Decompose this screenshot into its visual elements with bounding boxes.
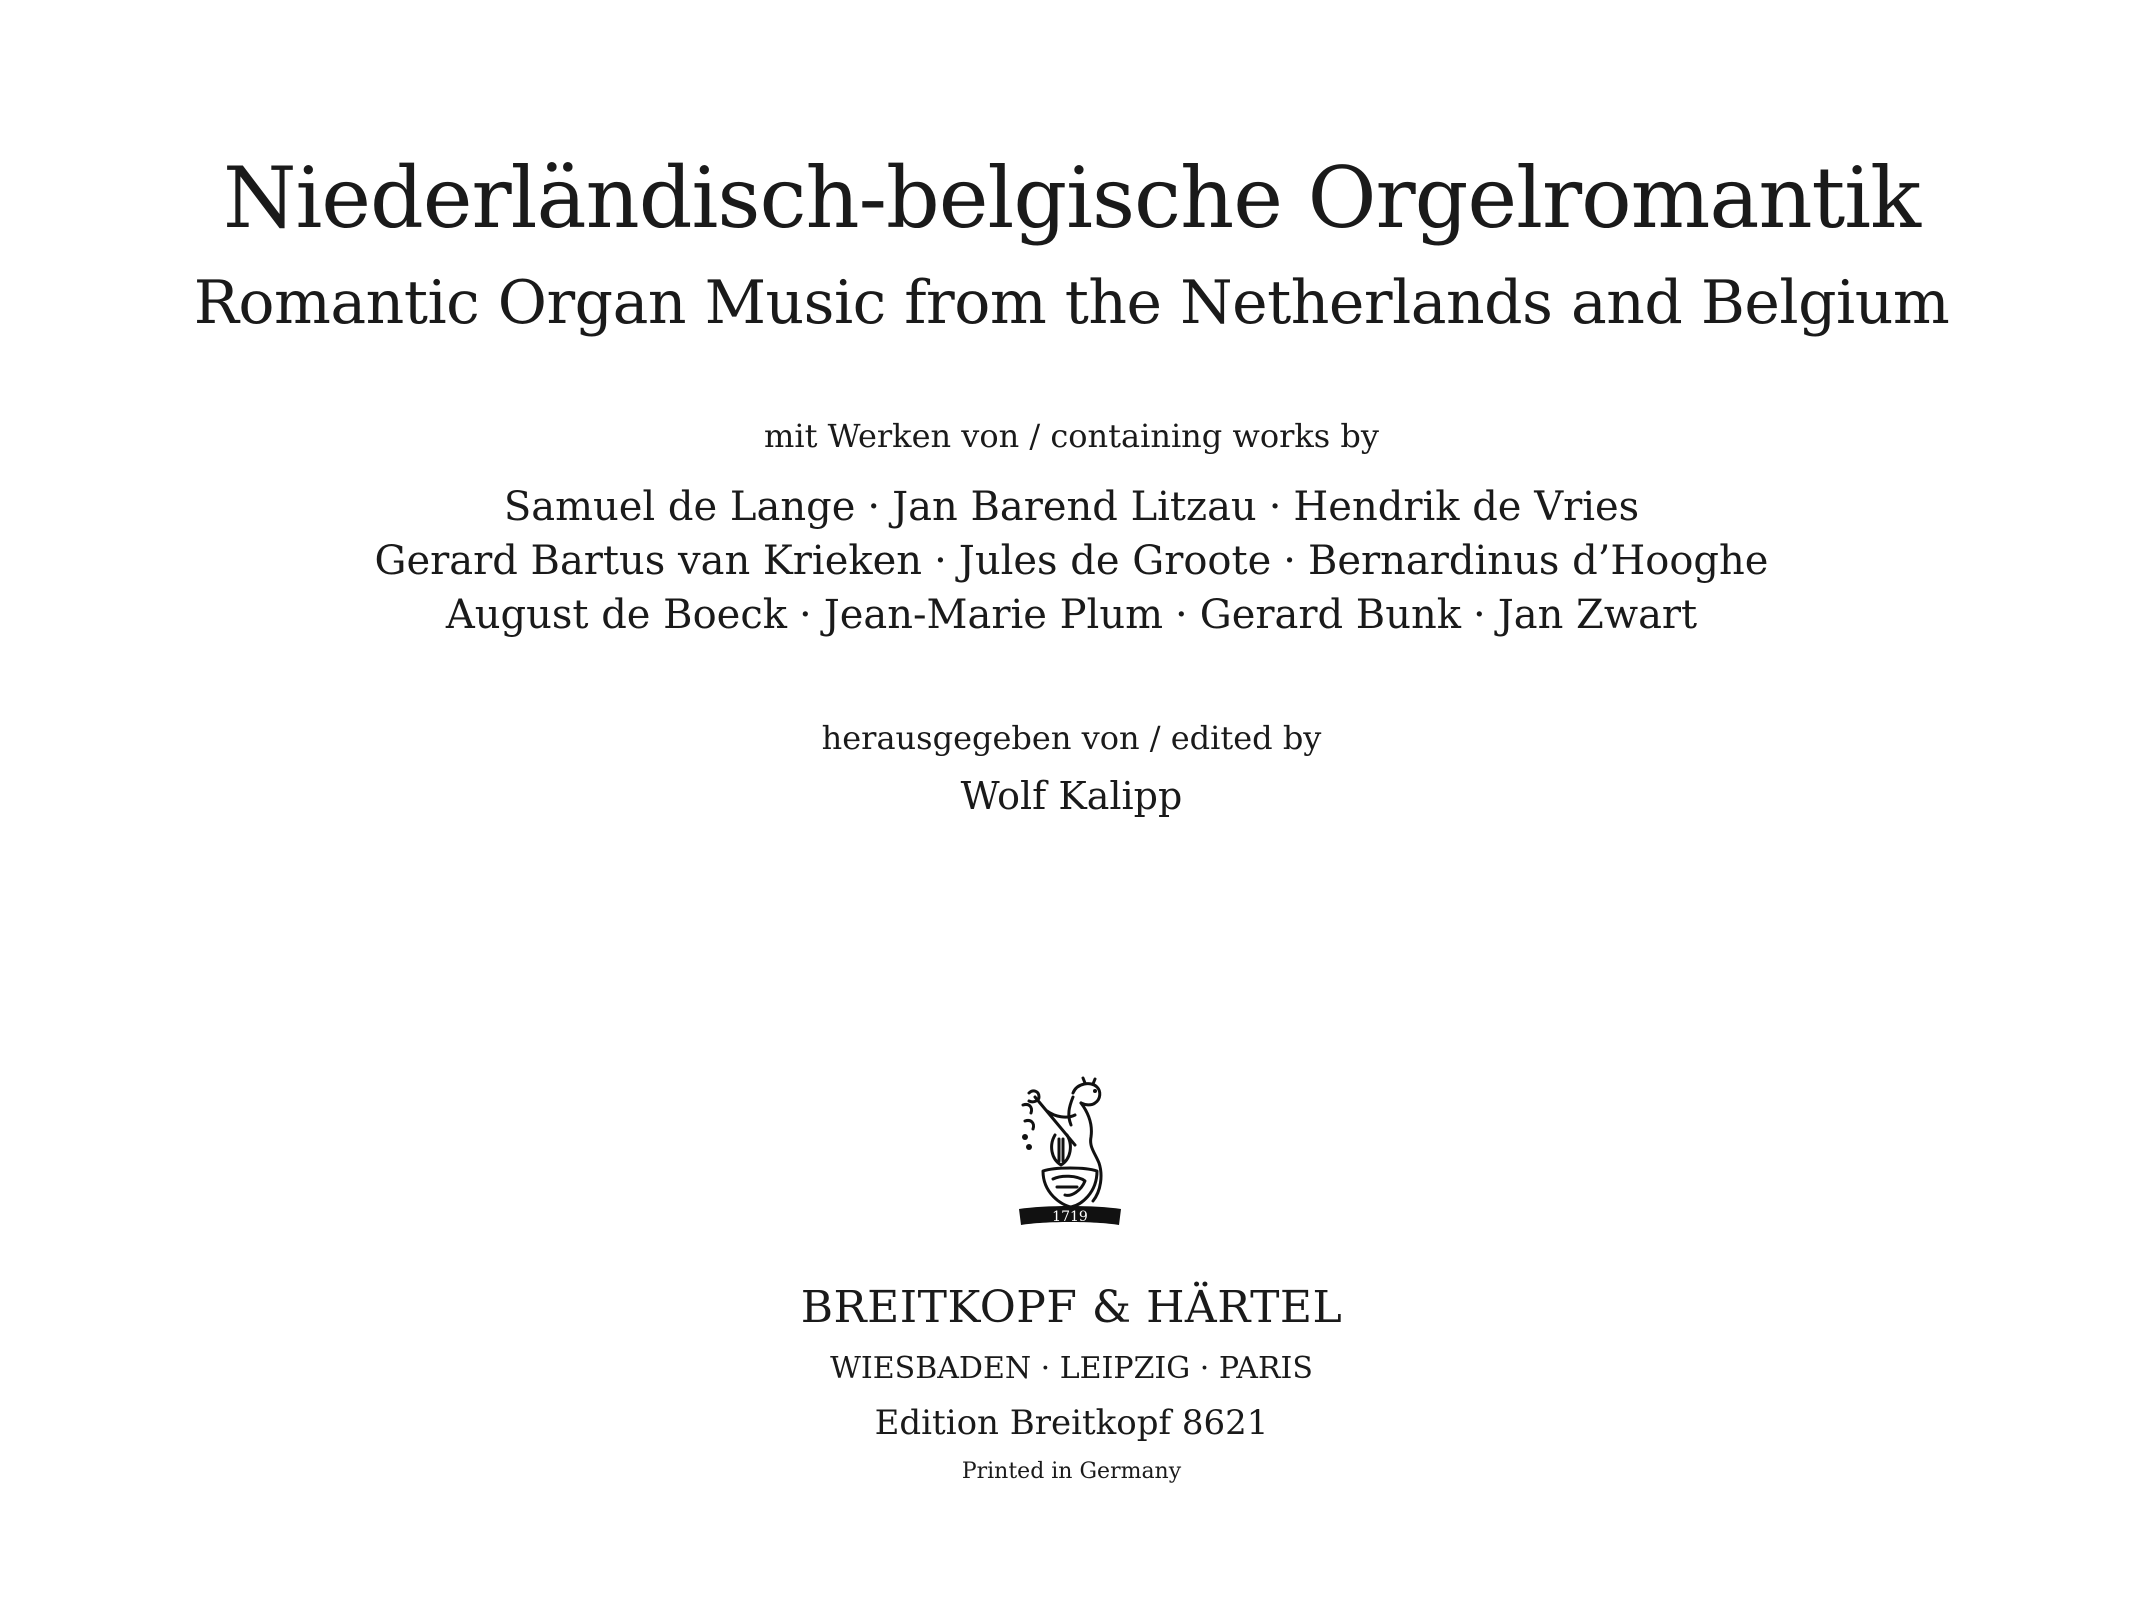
- composer-name: Gerard Bunk: [1199, 592, 1461, 638]
- separator-dot: ·: [798, 592, 812, 638]
- composer-list: [0, 480, 2143, 642]
- composer-name: Gerard Bartus van Krieken: [374, 538, 923, 584]
- composer-line-1: [0, 480, 2143, 534]
- separator-dot: ·: [867, 484, 881, 530]
- composer-name: Samuel de Lange: [503, 484, 856, 530]
- composer-name: August de Boeck: [445, 592, 787, 638]
- publisher-name: BREITKOPF & HÄRTEL: [800, 1282, 1343, 1333]
- title-german: Niederländisch-belgische Orgelromantik: [222, 149, 1921, 247]
- composer-name: Jan Zwart: [1497, 592, 1698, 638]
- composer-line-2: [0, 534, 2143, 588]
- edition-number: Edition Breitkopf 8621: [874, 1403, 1269, 1443]
- composer-name: Jean-Marie Plum: [823, 592, 1164, 638]
- printed-in: Printed in Germany: [961, 1459, 1182, 1484]
- composer-name: Hendrik de Vries: [1293, 484, 1640, 530]
- separator-dot: ·: [934, 538, 947, 584]
- edited-intro: herausgegeben von / edited by: [821, 719, 1322, 757]
- logo-year: 1719: [1052, 1209, 1088, 1225]
- title-english: Romantic Organ Music from the Netherlands and Belgium: [193, 268, 1950, 338]
- separator-dot: ·: [1472, 592, 1486, 638]
- composer-name: Jan Barend Litzau: [892, 484, 1257, 530]
- publisher-cities: WIESBADEN · LEIPZIG · PARIS: [830, 1351, 1313, 1386]
- breitkopf-bear-emblem-icon: [1015, 1075, 1125, 1233]
- composer-name: Bernardinus d’Hooghe: [1307, 538, 1769, 584]
- editor-name: Wolf Kalipp: [960, 774, 1183, 818]
- separator-dot: ·: [1268, 484, 1282, 530]
- works-intro: mit Werken von / containing works by: [764, 417, 1379, 455]
- separator-dot: ·: [1283, 538, 1296, 584]
- composer-name: Jules de Groote: [958, 538, 1272, 584]
- separator-dot: ·: [1175, 592, 1188, 638]
- composer-line-3: [0, 588, 2143, 642]
